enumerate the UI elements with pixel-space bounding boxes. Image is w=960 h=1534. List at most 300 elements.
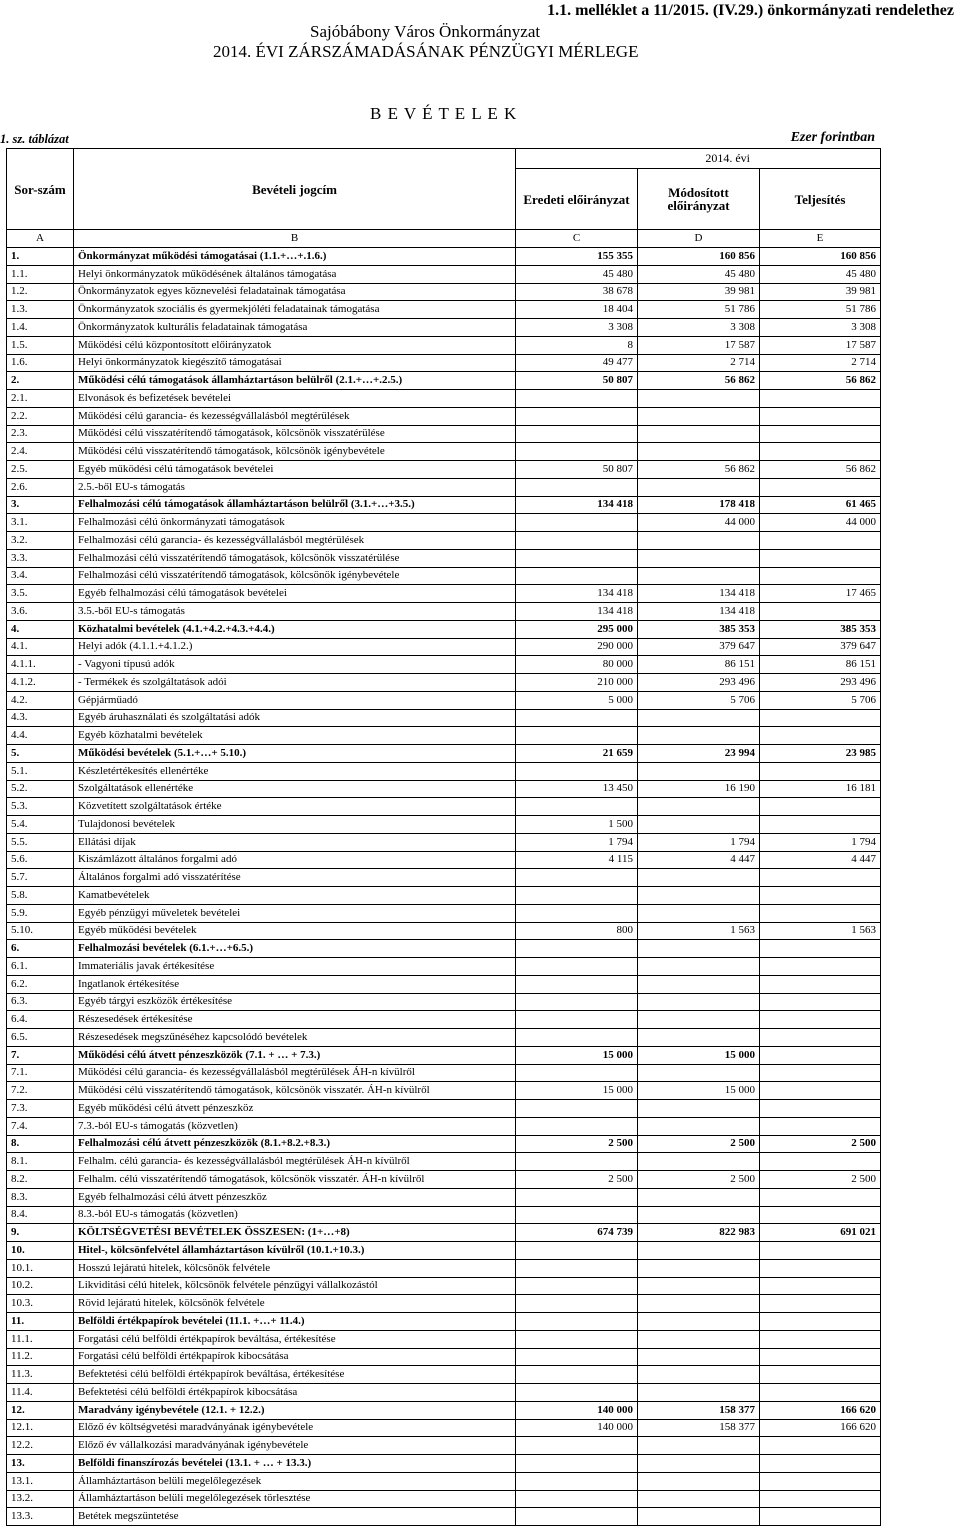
row-number: 6.	[7, 940, 74, 958]
row-title: Működési bevételek (5.1.+…+ 5.10.)	[74, 745, 516, 763]
table-row	[7, 940, 881, 958]
row-number: 2.6.	[7, 478, 74, 496]
original-value	[516, 1490, 638, 1508]
row-number: 8.1.	[7, 1153, 74, 1171]
table-row	[7, 1277, 881, 1295]
table-row	[7, 1242, 881, 1260]
actual-value: 44 000	[760, 514, 881, 532]
table-row	[7, 1295, 881, 1313]
actual-value	[760, 1277, 881, 1295]
modified-value: 160 856	[638, 248, 760, 266]
modified-value: 1 563	[638, 922, 760, 940]
actual-value	[760, 1029, 881, 1047]
modified-value	[638, 1029, 760, 1047]
row-number: 8.2.	[7, 1171, 74, 1189]
modified-value	[638, 390, 760, 408]
actual-value: 61 465	[760, 496, 881, 514]
row-title: Részesedések megszűnéséhez kapcsolódó bevételek	[74, 1029, 516, 1047]
actual-value: 56 862	[760, 372, 881, 390]
original-value	[516, 532, 638, 550]
table-row	[7, 887, 881, 905]
original-value	[516, 549, 638, 567]
table-row	[7, 958, 881, 976]
original-value: 2 500	[516, 1171, 638, 1189]
table-row	[7, 461, 881, 479]
col-header-name: Bevételi jogcím	[74, 149, 516, 230]
actual-value: 5 706	[760, 691, 881, 709]
row-number: 7.2.	[7, 1082, 74, 1100]
col-header-original: Eredeti előirányzat	[516, 169, 638, 230]
original-value	[516, 762, 638, 780]
modified-value	[638, 407, 760, 425]
table-row	[7, 301, 881, 319]
modified-value: 15 000	[638, 1046, 760, 1064]
row-title: Egyéb felhalmozási célú átvett pénzeszköz	[74, 1188, 516, 1206]
modified-value: 1 794	[638, 833, 760, 851]
table-row	[7, 993, 881, 1011]
row-number: 2.3.	[7, 425, 74, 443]
modified-value	[638, 1011, 760, 1029]
modified-value	[638, 425, 760, 443]
actual-value: 45 480	[760, 265, 881, 283]
row-number: 8.3.	[7, 1188, 74, 1206]
row-title: Egyéb működési célú támogatások bevételei	[74, 461, 516, 479]
original-value	[516, 390, 638, 408]
modified-value: 44 000	[638, 514, 760, 532]
original-value	[516, 1100, 638, 1118]
row-title: - Vagyoni típusú adók	[74, 656, 516, 674]
table-row	[7, 585, 881, 603]
original-value: 15 000	[516, 1082, 638, 1100]
row-number: 4.1.	[7, 638, 74, 656]
row-title: Önkormányzatok egyes köznevelési feladatainak támogatása	[74, 283, 516, 301]
actual-value	[760, 1490, 881, 1508]
row-title: Működési célú átvett pénzeszközök (7.1. + … + 7.3.)	[74, 1046, 516, 1064]
original-value: 50 807	[516, 461, 638, 479]
table-number: 1. sz. táblázat	[0, 132, 69, 146]
row-title: Ellátási díjak	[74, 833, 516, 851]
table-row	[7, 372, 881, 390]
original-value	[516, 1064, 638, 1082]
row-number: 5.2.	[7, 780, 74, 798]
actual-value: 166 620	[760, 1401, 881, 1419]
row-number: 5.8.	[7, 887, 74, 905]
original-value	[516, 1011, 638, 1029]
table-row	[7, 745, 881, 763]
row-number: 13.1.	[7, 1472, 74, 1490]
row-title: Készletértékesítés ellenértéke	[74, 762, 516, 780]
original-value: 295 000	[516, 620, 638, 638]
original-value: 13 450	[516, 780, 638, 798]
actual-value	[760, 816, 881, 834]
original-value: 134 418	[516, 603, 638, 621]
row-title: Egyéb tárgyi eszközök értékesítése	[74, 993, 516, 1011]
row-number: 7.3.	[7, 1100, 74, 1118]
row-number: 6.1.	[7, 958, 74, 976]
row-number: 1.3.	[7, 301, 74, 319]
original-value: 45 480	[516, 265, 638, 283]
row-title: Gépjárműadó	[74, 691, 516, 709]
actual-value: 17 587	[760, 336, 881, 354]
row-title: Betétek megszüntetése	[74, 1508, 516, 1526]
table-row	[7, 390, 881, 408]
actual-value	[760, 975, 881, 993]
modified-value	[638, 1313, 760, 1331]
table-row	[7, 1046, 881, 1064]
col-header-no: Sor-szám	[7, 149, 74, 230]
row-title: - Termékek és szolgáltatások adói	[74, 674, 516, 692]
modified-value	[638, 1384, 760, 1402]
row-title: Felhalmozási bevételek (6.1.+…+6.5.)	[74, 940, 516, 958]
original-value	[516, 727, 638, 745]
actual-value	[760, 1153, 881, 1171]
actual-value	[760, 940, 881, 958]
original-value	[516, 567, 638, 585]
original-value: 4 115	[516, 851, 638, 869]
actual-value: 160 856	[760, 248, 881, 266]
original-value: 21 659	[516, 745, 638, 763]
original-value: 290 000	[516, 638, 638, 656]
actual-value: 23 985	[760, 745, 881, 763]
table-row	[7, 532, 881, 550]
row-title: Ingatlanok értékesítése	[74, 975, 516, 993]
actual-value: 2 500	[760, 1171, 881, 1189]
row-number: 5.3.	[7, 798, 74, 816]
original-value	[516, 1295, 638, 1313]
row-title: 3.5.-ből EU-s támogatás	[74, 603, 516, 621]
actual-value	[760, 869, 881, 887]
original-value	[516, 904, 638, 922]
row-number: 5.4.	[7, 816, 74, 834]
modified-value: 15 000	[638, 1082, 760, 1100]
actual-value	[760, 1242, 881, 1260]
row-number: 4.1.1.	[7, 656, 74, 674]
row-title: Belföldi finanszírozás bevételei (13.1. + … + 13.3.)	[74, 1455, 516, 1473]
actual-value	[760, 443, 881, 461]
row-number: 3.	[7, 496, 74, 514]
actual-value	[760, 1046, 881, 1064]
actual-value: 691 021	[760, 1224, 881, 1242]
modified-value	[638, 1259, 760, 1277]
table-row	[7, 851, 881, 869]
original-value: 38 678	[516, 283, 638, 301]
table-row	[7, 1011, 881, 1029]
actual-value	[760, 1455, 881, 1473]
actual-value: 3 308	[760, 319, 881, 337]
table-row	[7, 514, 881, 532]
original-value	[516, 407, 638, 425]
modified-value: 56 862	[638, 372, 760, 390]
original-value: 50 807	[516, 372, 638, 390]
col-letter-a: A	[7, 230, 74, 248]
table-row	[7, 638, 881, 656]
row-title: Egyéb pénzügyi műveletek bevételei	[74, 904, 516, 922]
table-row	[7, 833, 881, 851]
table-row	[7, 1348, 881, 1366]
table-row	[7, 620, 881, 638]
row-title: Befektetési célú belföldi értékpapírok beváltása, értékesítése	[74, 1366, 516, 1384]
table-row	[7, 549, 881, 567]
row-title: Felhalmozási célú átvett pénzeszközök (8.1.+8.2.+8.3.)	[74, 1135, 516, 1153]
modified-value: 5 706	[638, 691, 760, 709]
actual-value: 86 151	[760, 656, 881, 674]
row-number: 4.3.	[7, 709, 74, 727]
table-row	[7, 1188, 881, 1206]
modified-value	[638, 443, 760, 461]
row-title: Előző év költségvetési maradványának igénybevétele	[74, 1419, 516, 1437]
modified-value: 86 151	[638, 656, 760, 674]
modified-value	[638, 762, 760, 780]
col-header-year: 2014. évi	[516, 149, 881, 169]
modified-value	[638, 798, 760, 816]
original-value	[516, 514, 638, 532]
revenue-table	[6, 148, 881, 1526]
modified-value: 385 353	[638, 620, 760, 638]
table-row	[7, 1437, 881, 1455]
table-row	[7, 656, 881, 674]
modified-value	[638, 1348, 760, 1366]
row-number: 5.5.	[7, 833, 74, 851]
row-title: Működési célú támogatások államháztartáson belülről (2.1.+…+.2.5.)	[74, 372, 516, 390]
row-title: Működési célú garancia- és kezességvállalásból megtérülések	[74, 407, 516, 425]
table-row	[7, 1366, 881, 1384]
table-row	[7, 904, 881, 922]
original-value: 8	[516, 336, 638, 354]
actual-value: 39 981	[760, 283, 881, 301]
modified-value	[638, 1277, 760, 1295]
modified-value	[638, 1242, 760, 1260]
actual-value	[760, 798, 881, 816]
modified-value: 16 190	[638, 780, 760, 798]
modified-value: 2 714	[638, 354, 760, 372]
row-number: 11.1.	[7, 1330, 74, 1348]
original-value	[516, 478, 638, 496]
row-number: 3.6.	[7, 603, 74, 621]
table-row	[7, 248, 881, 266]
row-title: Felhalmozási célú önkormányzati támogatások	[74, 514, 516, 532]
original-value	[516, 425, 638, 443]
row-title: Előző év vállalkozási maradványának igénybevétele	[74, 1437, 516, 1455]
actual-value	[760, 1082, 881, 1100]
original-value	[516, 993, 638, 1011]
row-number: 5.	[7, 745, 74, 763]
table-row	[7, 780, 881, 798]
row-number: 8.4.	[7, 1206, 74, 1224]
original-value: 2 500	[516, 1135, 638, 1153]
modified-value: 4 447	[638, 851, 760, 869]
table-row	[7, 1472, 881, 1490]
original-value	[516, 1259, 638, 1277]
table-row	[7, 1259, 881, 1277]
annex-reference: 1.1. melléklet a 11/2015. (IV.29.) önkormányzati rendelethez	[547, 2, 954, 19]
col-letter-d: D	[638, 230, 760, 248]
row-number: 9.	[7, 1224, 74, 1242]
row-title: Önkormányzatok szociális és gyermekjóléti feladatainak támogatása	[74, 301, 516, 319]
row-number: 10.3.	[7, 1295, 74, 1313]
actual-value: 1 794	[760, 833, 881, 851]
table-row	[7, 1508, 881, 1526]
original-value	[516, 958, 638, 976]
actual-value	[760, 1064, 881, 1082]
modified-value	[638, 1472, 760, 1490]
modified-value	[638, 727, 760, 745]
original-value	[516, 1029, 638, 1047]
col-letter-c: C	[516, 230, 638, 248]
modified-value: 17 587	[638, 336, 760, 354]
table-row	[7, 922, 881, 940]
row-title: Likviditási célú hitelek, kölcsönök felvétele pénzügyi vállalkozástól	[74, 1277, 516, 1295]
modified-value	[638, 1100, 760, 1118]
row-number: 5.1.	[7, 762, 74, 780]
row-title: Felhalmozási célú visszatérítendő támogatások, kölcsönök igénybevétele	[74, 567, 516, 585]
actual-value	[760, 1117, 881, 1135]
col-header-actual: Teljesítés	[760, 169, 881, 230]
row-title: 2.5.-ből EU-s támogatás	[74, 478, 516, 496]
modified-value: 45 480	[638, 265, 760, 283]
table-row	[7, 709, 881, 727]
actual-value	[760, 1206, 881, 1224]
modified-value	[638, 549, 760, 567]
row-title: Önkormányzat működési támogatásai (1.1.+…+.1.6.)	[74, 248, 516, 266]
row-number: 3.3.	[7, 549, 74, 567]
original-value	[516, 1188, 638, 1206]
actual-value: 17 465	[760, 585, 881, 603]
modified-value	[638, 532, 760, 550]
row-title: Működési célú garancia- és kezességvállalásból megtérülések ÁH-n kívülről	[74, 1064, 516, 1082]
original-value: 1 500	[516, 816, 638, 834]
table-row	[7, 478, 881, 496]
modified-value	[638, 1455, 760, 1473]
original-value: 210 000	[516, 674, 638, 692]
actual-value: 166 620	[760, 1419, 881, 1437]
row-title: Egyéb működési célú átvett pénzeszköz	[74, 1100, 516, 1118]
row-title: Hosszú lejáratú hitelek, kölcsönök felvétele	[74, 1259, 516, 1277]
section-title: B E V É T E L E K	[370, 104, 518, 123]
modified-value	[638, 1153, 760, 1171]
actual-value	[760, 1437, 881, 1455]
actual-value	[760, 762, 881, 780]
row-number: 13.2.	[7, 1490, 74, 1508]
row-title: Kiszámlázott általános forgalmi adó	[74, 851, 516, 869]
row-title: Államháztartáson belüli megelőlegezések	[74, 1472, 516, 1490]
row-title: Szolgáltatások ellenértéke	[74, 780, 516, 798]
actual-value	[760, 709, 881, 727]
modified-value	[638, 869, 760, 887]
modified-value	[638, 940, 760, 958]
modified-value: 293 496	[638, 674, 760, 692]
row-title: Belföldi értékpapírok bevételei (11.1. +…+ 11.4.)	[74, 1313, 516, 1331]
original-value	[516, 1330, 638, 1348]
actual-value	[760, 1384, 881, 1402]
row-number: 13.3.	[7, 1508, 74, 1526]
table-row	[7, 975, 881, 993]
actual-value: 2 500	[760, 1135, 881, 1153]
row-number: 2.1.	[7, 390, 74, 408]
row-number: 7.4.	[7, 1117, 74, 1135]
row-title: Önkormányzatok kulturális feladatainak támogatása	[74, 319, 516, 337]
table-row	[7, 496, 881, 514]
row-number: 4.	[7, 620, 74, 638]
row-number: 11.3.	[7, 1366, 74, 1384]
original-value	[516, 1153, 638, 1171]
actual-value	[760, 425, 881, 443]
original-value: 140 000	[516, 1401, 638, 1419]
table-row	[7, 762, 881, 780]
row-title: Kamatbevételek	[74, 887, 516, 905]
modified-value	[638, 958, 760, 976]
row-number: 3.5.	[7, 585, 74, 603]
original-value: 674 739	[516, 1224, 638, 1242]
row-number: 12.2.	[7, 1437, 74, 1455]
row-title: Hitel-, kölcsönfelvétel államháztartáson kívülről (10.1.+10.3.)	[74, 1242, 516, 1260]
actual-value: 385 353	[760, 620, 881, 638]
actual-value	[760, 993, 881, 1011]
table-row	[7, 1082, 881, 1100]
table-row	[7, 1490, 881, 1508]
actual-value	[760, 478, 881, 496]
original-value	[516, 1472, 638, 1490]
actual-value	[760, 1188, 881, 1206]
table-row	[7, 1401, 881, 1419]
original-value: 1 794	[516, 833, 638, 851]
table-row	[7, 265, 881, 283]
actual-value	[760, 727, 881, 745]
row-title: Helyi önkormányzatok működésének általános támogatása	[74, 265, 516, 283]
actual-value	[760, 567, 881, 585]
row-title: Egyéb felhalmozási célú támogatások bevételei	[74, 585, 516, 603]
row-number: 13.	[7, 1455, 74, 1473]
row-title: 7.3.-ból EU-s támogatás (közvetlen)	[74, 1117, 516, 1135]
actual-value: 51 786	[760, 301, 881, 319]
row-number: 11.2.	[7, 1348, 74, 1366]
original-value	[516, 1366, 638, 1384]
row-number: 3.4.	[7, 567, 74, 585]
table-row	[7, 1224, 881, 1242]
row-number: 4.1.2.	[7, 674, 74, 692]
original-value	[516, 443, 638, 461]
row-title: Közhatalmi bevételek (4.1.+4.2.+4.3.+4.4.)	[74, 620, 516, 638]
table-row	[7, 567, 881, 585]
row-title: Felhalmozási célú visszatérítendő támogatások, kölcsönök visszatérülése	[74, 549, 516, 567]
modified-value: 39 981	[638, 283, 760, 301]
col-letter-e: E	[760, 230, 881, 248]
document-title: 2014. ÉVI ZÁRSZÁMADÁSÁNAK PÉNZÜGYI MÉRLEGE	[213, 42, 639, 61]
row-number: 10.1.	[7, 1259, 74, 1277]
row-number: 1.2.	[7, 283, 74, 301]
modified-value: 822 983	[638, 1224, 760, 1242]
table-row	[7, 691, 881, 709]
original-value: 155 355	[516, 248, 638, 266]
actual-value	[760, 407, 881, 425]
row-title: Helyi adók (4.1.1.+4.1.2.)	[74, 638, 516, 656]
modified-value	[638, 1064, 760, 1082]
original-value	[516, 1277, 638, 1295]
original-value	[516, 1348, 638, 1366]
original-value	[516, 1117, 638, 1135]
modified-value	[638, 567, 760, 585]
table-row	[7, 1330, 881, 1348]
row-number: 11.4.	[7, 1384, 74, 1402]
original-value	[516, 1437, 638, 1455]
row-title: Elvonások és befizetések bevételei	[74, 390, 516, 408]
original-value: 800	[516, 922, 638, 940]
actual-value	[760, 390, 881, 408]
actual-value	[760, 1011, 881, 1029]
table-header	[7, 149, 881, 248]
modified-value	[638, 478, 760, 496]
modified-value: 158 377	[638, 1401, 760, 1419]
actual-value	[760, 603, 881, 621]
